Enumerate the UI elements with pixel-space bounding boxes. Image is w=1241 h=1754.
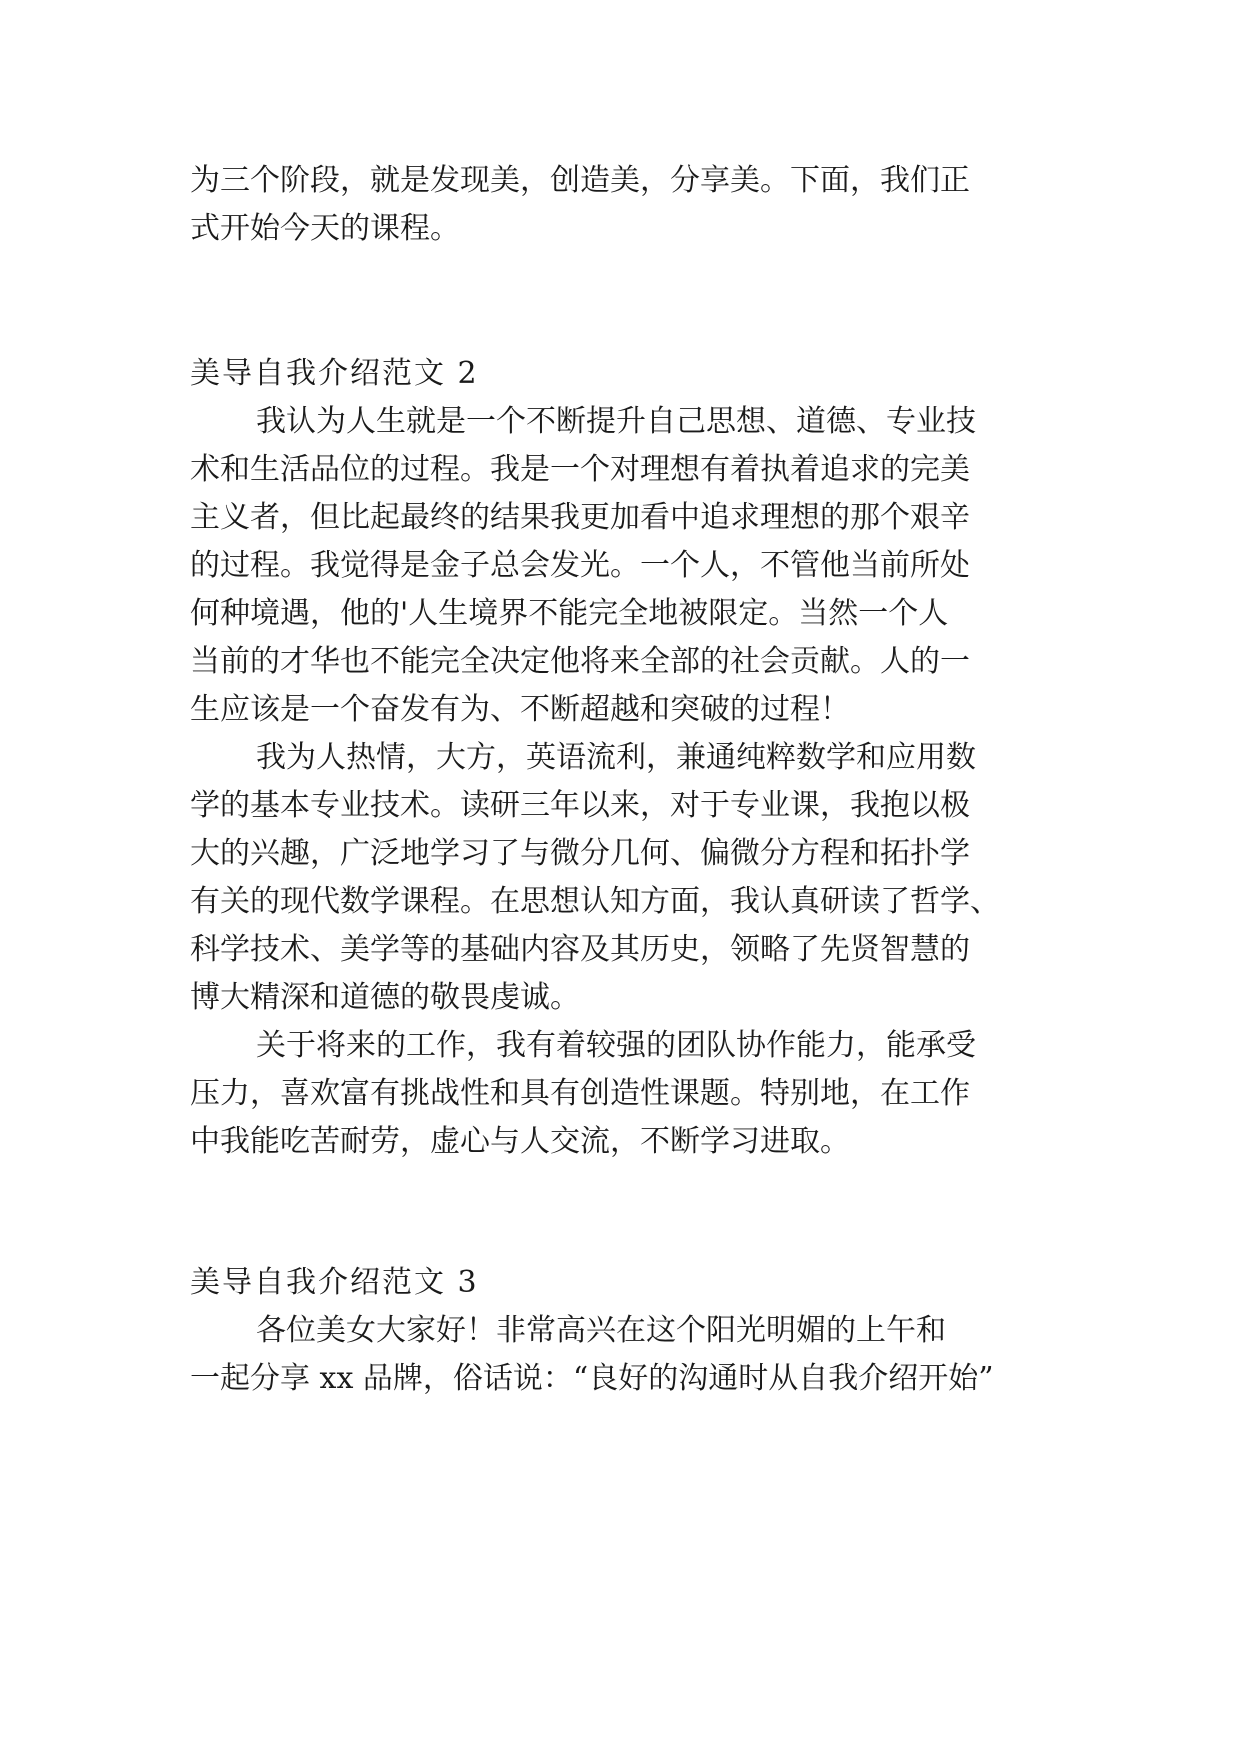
text-line: 主义者，但比起最终的结果我更加看中追求理想的那个艰辛: [190, 500, 970, 535]
section-heading-2: 美导自我介绍范文 2: [190, 356, 479, 391]
text-line: 关于将来的工作，我有着较强的团队协作能力，能承受: [256, 1028, 976, 1063]
text-line: 的过程。我觉得是金子总会发光。一个人，不管他当前所处: [190, 548, 970, 583]
text-line: 各位美女大家好！非常高兴在这个阳光明媚的上午和: [256, 1313, 946, 1348]
text-line: 式开始今天的课程。: [190, 211, 460, 246]
text-line: 我为人热情，大方，英语流利，兼通纯粹数学和应用数: [256, 740, 976, 775]
text-line: 压力，喜欢富有挑战性和具有创造性课题。特别地，在工作: [190, 1076, 970, 1111]
text-line: 中我能吃苦耐劳，虚心与人交流，不断学习进取。: [190, 1124, 850, 1159]
text-line: 术和生活品位的过程。我是一个对理想有着执着追求的完美: [190, 452, 970, 487]
continuation-paragraph: [190, 157, 1052, 253]
section3-paragraph-1: [190, 1307, 1052, 1403]
section2-paragraph-1: [190, 398, 1052, 734]
text-line: 为三个阶段，就是发现美，创造美，分享美。下面，我们正: [190, 163, 970, 198]
text-line: 当前的才华也不能完全决定他将来全部的社会贡献。人的一: [190, 644, 970, 679]
text-line: 何种境遇，他的'人生境界不能完全地被限定。当然一个人: [190, 596, 949, 631]
text-line: 生应该是一个奋发有为、不断超越和突破的过程！: [190, 692, 850, 727]
document-body: [190, 157, 1052, 1403]
text-line: 科学技术、美学等的基础内容及其历史，领略了先贤智慧的: [190, 932, 970, 967]
text-line: 大的兴趣，广泛地学习了与微分几何、偏微分方程和拓扑学: [190, 836, 970, 871]
text-line: 一起分享 xx 品牌，俗话说：“良好的沟通时从自我介绍开始”: [190, 1361, 994, 1396]
section-heading-3: 美导自我介绍范文 3: [190, 1265, 479, 1300]
text-line: 学的基本专业技术。读研三年以来，对于专业课，我抱以极: [190, 788, 970, 823]
text-line: 有关的现代数学课程。在思想认知方面，我认真研读了哲学、: [190, 884, 1000, 919]
section2-paragraph-2: [190, 734, 1052, 1022]
text-line: 博大精深和道德的敬畏虔诚。: [190, 980, 580, 1015]
section2-paragraph-3: [190, 1022, 1052, 1166]
text-line: 我认为人生就是一个不断提升自己思想、道德、专业技: [256, 404, 976, 439]
